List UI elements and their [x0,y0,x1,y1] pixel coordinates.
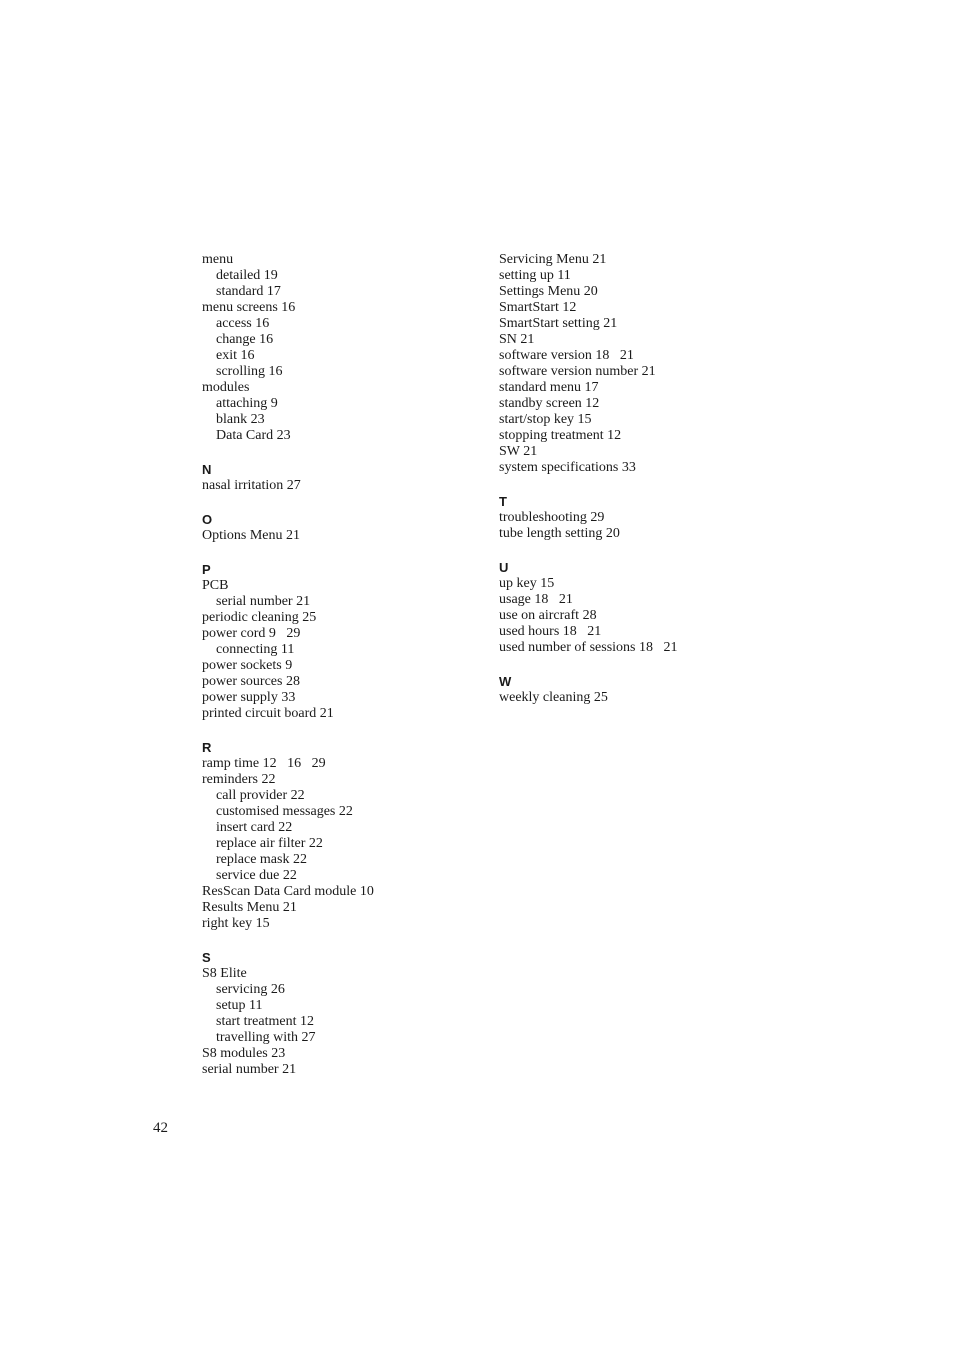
index-subentry: serial number 21 [216,594,311,609]
index-entry: periodic cleaning 25 [202,610,317,625]
section-letter-s: S [202,950,211,965]
index-subentry: connecting 11 [216,642,295,657]
index-entry: software version 18 21 [499,348,634,363]
index-entry: software version number 21 [499,364,656,379]
index-subentry: customised messages 22 [216,804,353,819]
index-subentry: call provider 22 [216,788,305,803]
section-letter-t: T [499,494,507,509]
index-subentry: start treatment 12 [216,1014,314,1029]
index-entry: menu [202,252,234,267]
index-subentry: access 16 [216,316,270,331]
index-entry: used number of sessions 18 21 [499,640,678,655]
index-entry: printed circuit board 21 [202,706,334,721]
index-entry: tube length setting 20 [499,526,620,541]
index-entry: system specifications 33 [499,460,636,475]
index-subentry: travelling with 27 [216,1030,316,1045]
section-letter-o: O [202,512,213,527]
section-letter-u: U [499,560,509,575]
index-entry: modules [202,380,250,395]
index-subentry: blank 23 [216,412,265,427]
index-entry: Options Menu 21 [202,528,300,543]
section-letter-n: N [202,462,212,477]
index-subentry: servicing 26 [216,982,285,997]
index-entry: right key 15 [202,916,270,931]
index-column-left [202,252,462,1078]
index-subentry: exit 16 [216,348,255,363]
index-entry: SmartStart setting 21 [499,316,618,331]
index-subentry: insert card 22 [216,820,293,835]
index-entry: power sockets 9 [202,658,293,673]
index-entry: stopping treatment 12 [499,428,622,443]
index-entry: SN 21 [499,332,535,347]
index-subentry: replace air filter 22 [216,836,323,851]
section-letter-r: R [202,740,212,755]
index-entry: PCB [202,578,229,593]
index-entry: power sources 28 [202,674,300,689]
index-entry: used hours 18 21 [499,624,602,639]
index-subentry: replace mask 22 [216,852,307,867]
index-entry: power supply 33 [202,690,296,705]
index-entry: Results Menu 21 [202,900,297,915]
index-entry: weekly cleaning 25 [499,690,608,705]
index-subentry: Data Card 23 [216,428,291,443]
index-entry: Settings Menu 20 [499,284,598,299]
index-entry: SmartStart 12 [499,300,577,315]
index-entry: ResScan Data Card module 10 [202,884,374,899]
index-subentry: service due 22 [216,868,297,883]
index-entry: troubleshooting 29 [499,510,605,525]
index-column-right [499,252,799,706]
section-letter-w: W [499,674,512,689]
index-entry: power cord 9 29 [202,626,301,641]
index-subentry: change 16 [216,332,274,347]
index-subentry: attaching 9 [216,396,278,411]
index-entry: S8 modules 23 [202,1046,286,1061]
index-entry: nasal irritation 27 [202,478,301,493]
index-entry: SW 21 [499,444,538,459]
index-entry: ramp time 12 16 29 [202,756,326,771]
index-entry: menu screens 16 [202,300,296,315]
index-entry: standard menu 17 [499,380,599,395]
index-entry: serial number 21 [202,1062,297,1077]
index-entry: up key 15 [499,576,555,591]
index-entry: standby screen 12 [499,396,600,411]
index-entry: setting up 11 [499,268,571,283]
index-entry: usage 18 21 [499,592,573,607]
section-letter-p: P [202,562,211,577]
index-subentry: standard 17 [216,284,281,299]
index-subentry: scrolling 16 [216,364,283,379]
index-entry: use on aircraft 28 [499,608,597,623]
index-subentry: detailed 19 [216,268,278,283]
index-subentry: setup 11 [216,998,263,1013]
index-entry: Servicing Menu 21 [499,252,607,267]
index-entry: reminders 22 [202,772,276,787]
index-entry: S8 Elite [202,966,247,981]
page-number: 42 [153,1120,168,1136]
index-entry: start/stop key 15 [499,412,592,427]
